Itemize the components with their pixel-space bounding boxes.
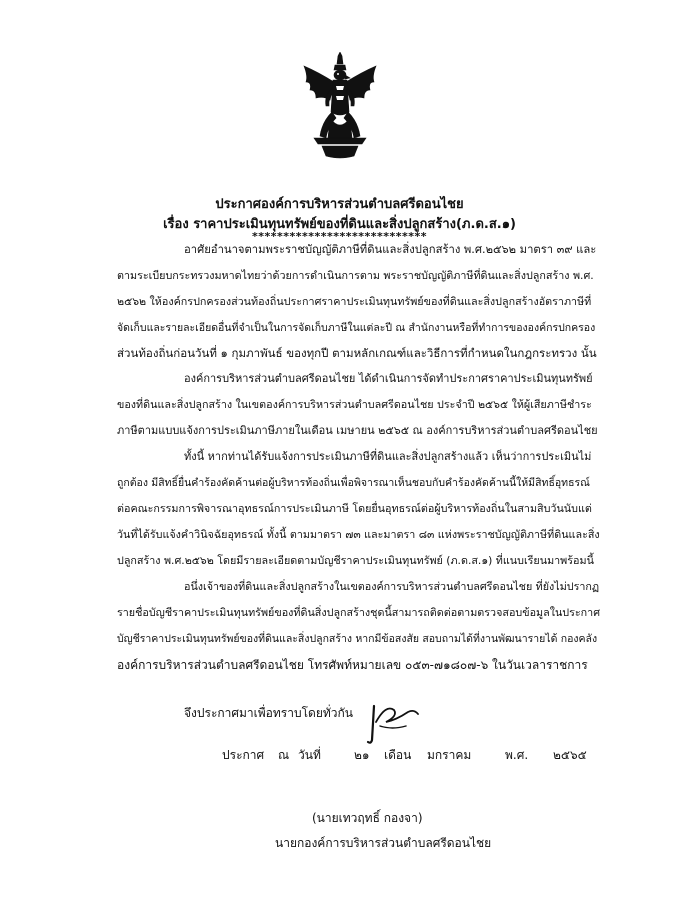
announcement-subject: เรื่อง ราคาประเมินทุนทรัพย์ของที่ดินและสิ่งปลูกสร้าง(ภ.ด.ส.๑) [163,217,516,232]
body-line: องค์การบริหารส่วนตำบลศรีดอนไชย ได้ดำเนินการจัดทำประกาศราคาประเมินทุนทรัพย์ [184,372,593,385]
month-value: มกราคม [427,748,472,762]
body-line: ต่อคณะกรรมการพิจารณาอุทธรณ์การประเมินภาษี โดยยื่นอุทธรณ์ต่อผู้บริหารท้องถิ่นในสามสิบวันนับแต่ [117,502,592,515]
body-line: ของที่ดินและสิ่งปลูกสร้าง ในเขตองค์การบริหารส่วนตำบลศรีดอนไชย ประจำปี ๒๕๖๕ ให้ผู้เสียภาษีชำระ [117,398,592,411]
title-divider: **************************** [251,230,428,243]
body-line: ทั้งนี้ หากท่านได้รับแจ้งการประเมินภาษีที่ดินและสิ่งปลูกสร้างแล้ว เห็นว่าการประเมินไม่ [184,450,592,463]
year-value: ๒๕๖๕ [553,748,587,762]
body-line: องค์การบริหารส่วนตำบลศรีดอนไชย โทรศัพท์หมายเลข ๐๕๓-๗๑๘๐๗-๖ ในวันเวลาราชการ [117,658,588,672]
signatory-position: นายกองค์การบริหารส่วนตำบลศรีดอนไชย [275,836,492,850]
garuda-emblem-icon [300,52,380,160]
day-value: ๒๑ [354,748,370,762]
body-line: ๒๕๖๒ ให้องค์กรปกครองส่วนท้องถิ่นประกาศราคาประเมินทุนทรัพย์ของที่ดินและสิ่งปลูกสร้างอัตราภาษีที่ [117,295,592,308]
body-line: จัดเก็บและรายละเอียดอื่นที่จำเป็นในการจัดเก็บภาษีในแต่ละปี ณ สำนักงานหรือที่ทำการขององค์กรปกครอง [117,322,596,334]
handwritten-signature [352,700,422,745]
body-line: อนึ่งเจ้าของที่ดินและสิ่งปลูกสร้างในเขตองค์การบริหารส่วนตำบลศรีดอนไชย ที่ยังไม่ปรากฏ [184,580,600,593]
month-label: เดือน [384,748,412,762]
body-line: ถูกต้อง มีสิทธิ์ยื่นคำร้องคัดค้านต่อผู้บริหารท้องถิ่นเพื่อพิจารณาเห็นชอบกับคำร้องคัดค้านนี้ให้มีสิทธิ์อุทธรณ์ [117,477,590,489]
signatory-name: (นายเทวฤทธิ์ กองจา) [312,811,423,825]
year-label: พ.ศ. [505,748,529,762]
body-line: ตามระเบียบกระทรวงมหาดไทยว่าด้วยการดำเนินการตาม พระราชบัญญัติภาษีที่ดินและสิ่งปลูกสร้าง พ.ศ. [117,269,594,282]
body-line: บัญชีราคาประเมินทุนทรัพย์ของที่ดินและสิ่งปลูกสร้าง หากมีข้อสงสัย สอบถามได้ที่งานพัฒนารายได้ กองคลัง [117,633,598,645]
body-line: อาศัยอำนาจตามพระราชบัญญัติภาษีที่ดินและสิ่งปลูกสร้าง พ.ศ.๒๕๖๒ มาตรา ๓๙ และ [184,243,597,256]
body-line: ภาษีตามแบบแจ้งการประเมินภาษีภายในเดือน เมษายน ๒๕๖๕ ณ องค์การบริหารส่วนตำบลศรีดอนไชย [117,424,598,437]
announcement-title: ประกาศองค์การบริหารส่วนตำบลศรีดอนไชย [215,197,464,212]
closing-statement: จึงประกาศมาเพื่อทราบโดยทั่วกัน [184,706,353,720]
day-label: วันที่ [298,748,321,762]
body-line: รายชื่อบัญชีราคาประเมินทุนทรัพย์ของที่ดินสิ่งปลูกสร้างชุดนี้สามารถติดต่อตามตรวจสอบข้อมูลในประกาศ [117,606,601,619]
at-label: ณ [278,748,290,762]
body-line: ปลูกสร้าง พ.ศ.๒๕๖๒ โดยมีรายละเอียดตามบัญชีราคาประเมินทุนทรัพย์ (ภ.ด.ส.๑) ที่แนบเรียนมาพร้อมนี้ [117,554,594,567]
announced-label: ประกาศ [222,748,265,762]
body-line: ส่วนท้องถิ่นก่อนวันที่ ๑ กุมภาพันธ์ ของทุกปี ตามหลักเกณฑ์และวิธีการที่กำหนดในกฎกระทรวง นั้น [117,346,597,360]
body-line: วันที่ได้รับแจ้งคำวินิจฉัยอุทธรณ์ ทั้งนี้ ตามมาตรา ๗๓ และมาตรา ๘๓ แห่งพระราชบัญญัติภาษีที่ดินและสิ่ง [117,528,600,541]
